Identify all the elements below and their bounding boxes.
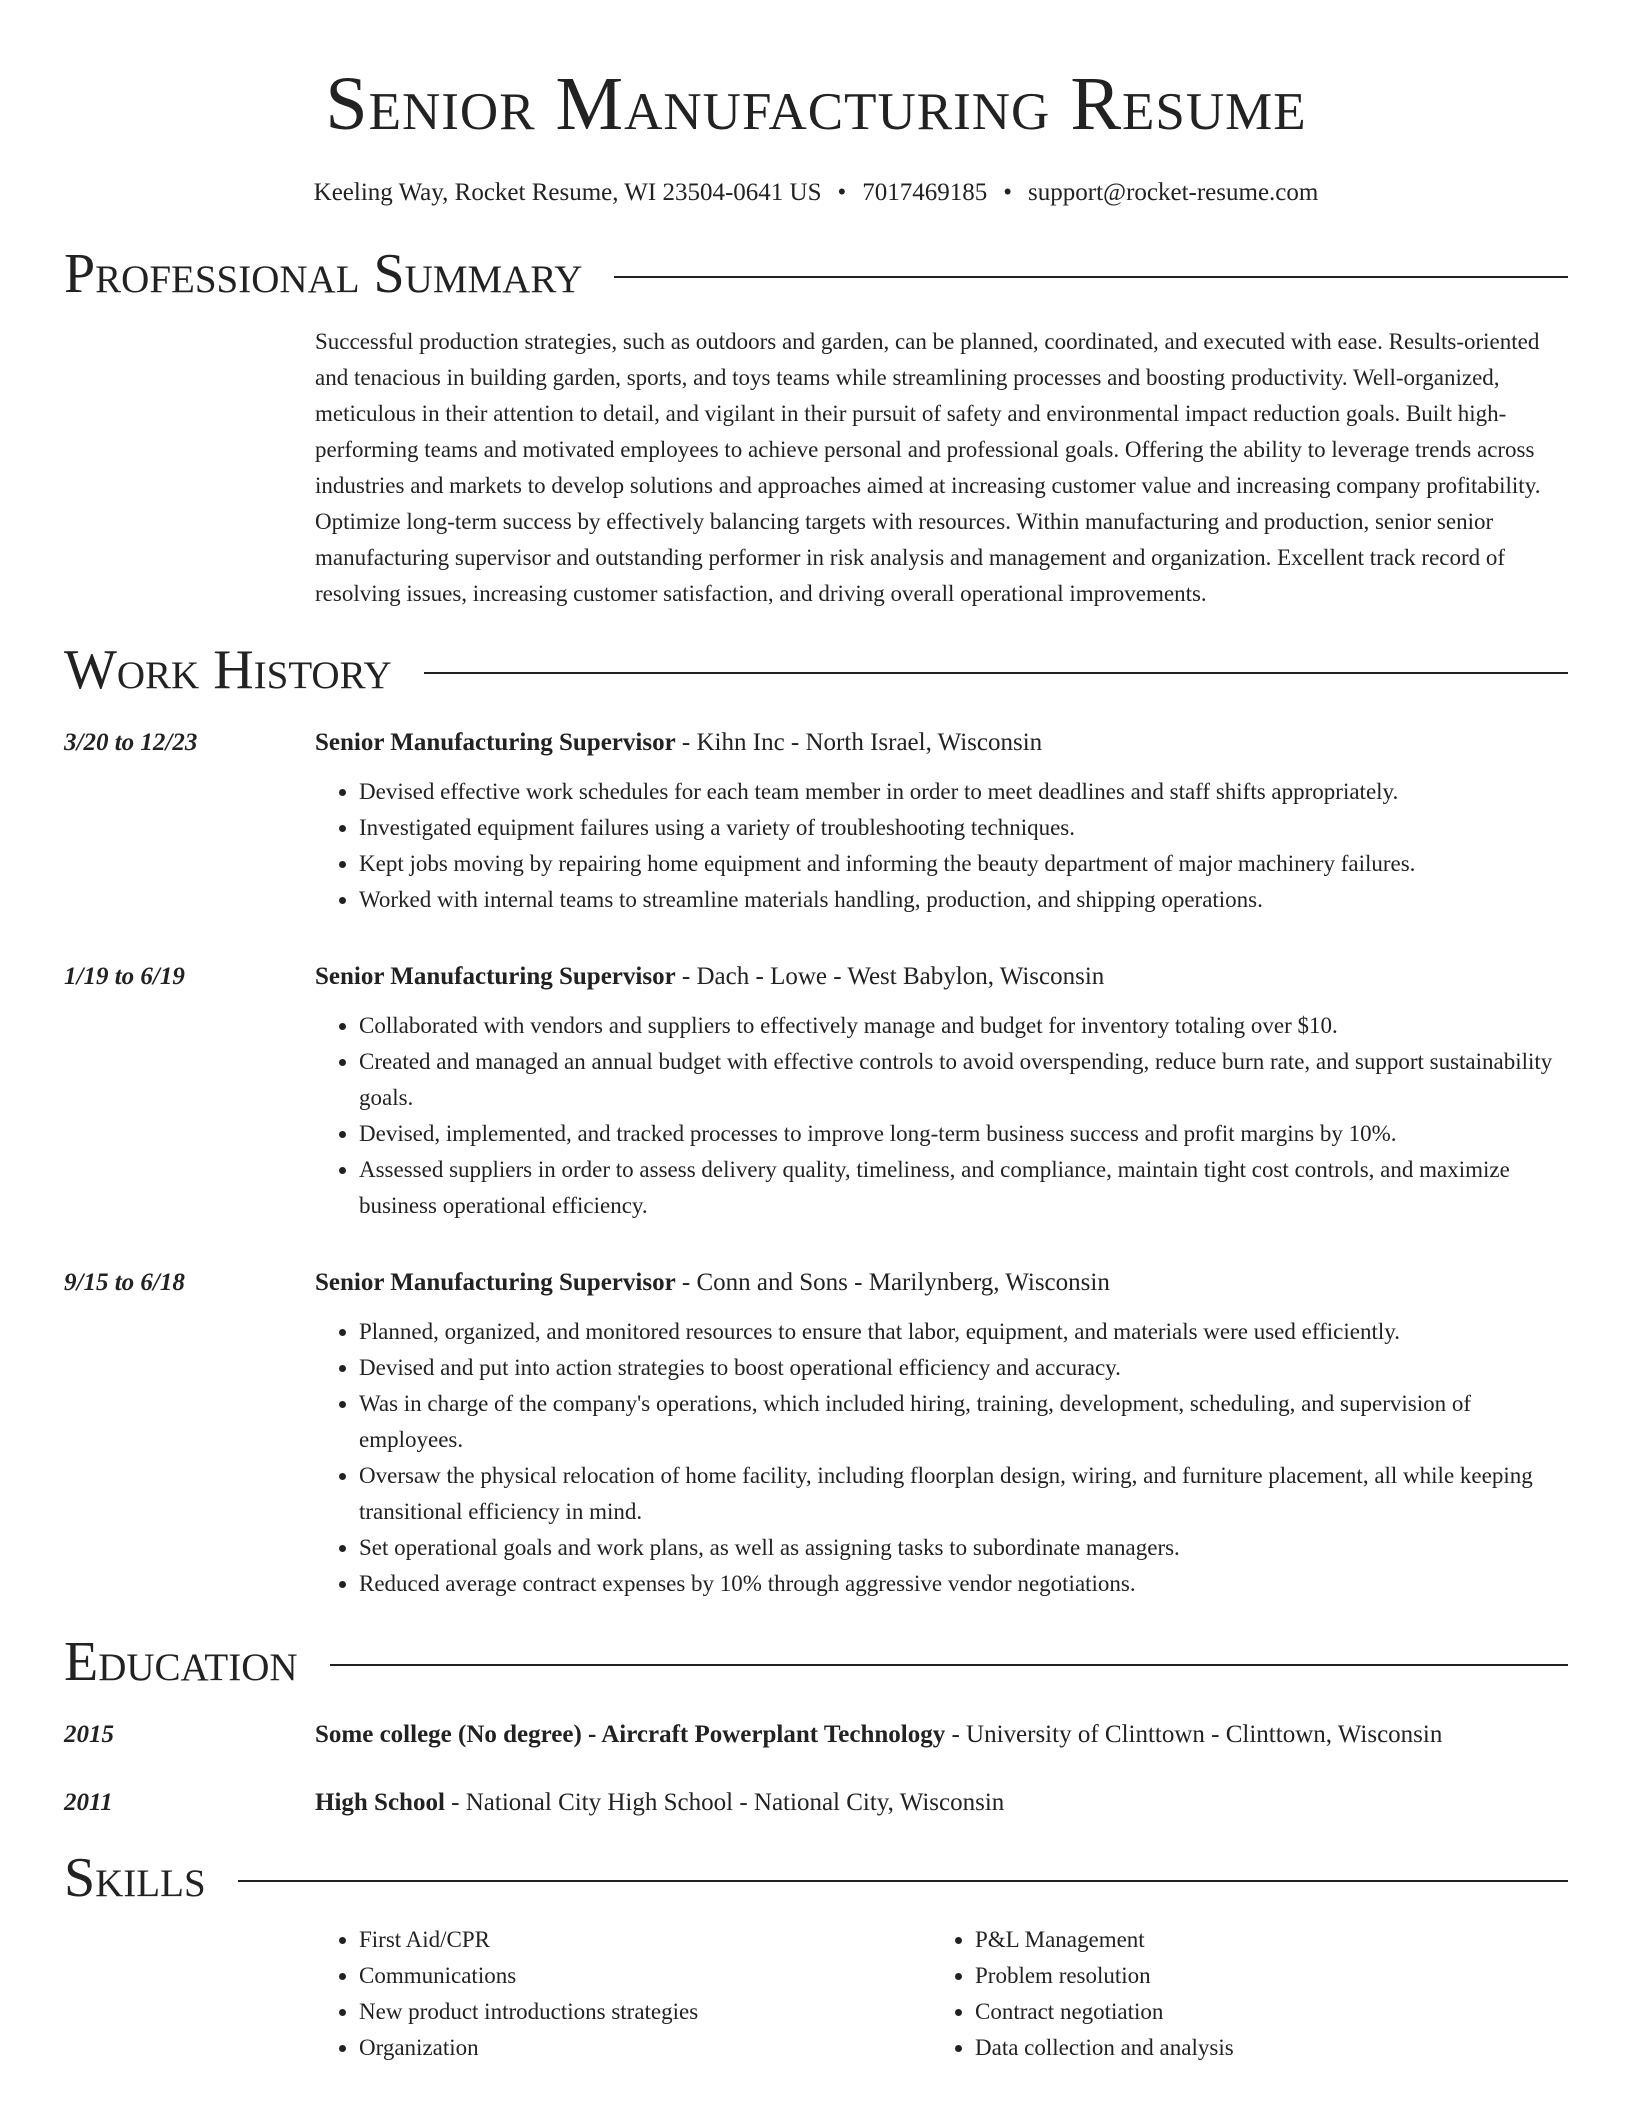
contact-address: Keeling Way, Rocket Resume, WI 23504-0641 US [313,179,822,206]
skills-column-right [931,1922,1547,2066]
job-bullet: • Investigated equipment failures using a variety of troubleshooting techniques. [359,810,1568,846]
summary-section-header [64,244,1568,304]
skill-item: • Communications [359,1958,931,1994]
contact-email: support@rocket-resume.com [1028,179,1319,206]
skill-item: • P&L Management [975,1922,1547,1958]
job-bullet: • Set operational goals and work plans, as well as assigning tasks to subordinate managers. [359,1530,1568,1566]
job-bullet: • Was in charge of the company's operations, which included hiring, training, development, scheduling, and supervision of employees. [359,1386,1568,1458]
skill-item: • Data collection and analysis [975,2030,1547,2066]
job-entry [64,1266,1568,1602]
job-title-line [315,960,1104,994]
summary-heading: Professional Summary [64,243,583,305]
education-degree: Some college (No degree) - Aircraft Powerplant Technology [315,1721,946,1748]
summary-text: Successful production strategies, such as outdoors and garden, can be planned, coordinated, and executed with ease. Results-oriented and tenacious in building garden, sports, and toys teams while streamlining processes and boosting productivity. Well-organized, meticulous in their attention to detail, and vigilant in their pursuit of safety and environmental impact reduction goals. Built high-performing teams and motivated employees to achieve personal and professional goals. Offering the ability to leverage trends across industries and markets to develop solutions and approaches aimed at increasing customer value and increasing company profitability. Optimize long-term success by effectively balancing targets with resources. Within manufacturing and production, senior senior manufacturing supervisor and outstanding performer in risk analysis and management and organization. Excellent track record of resolving issues, increasing customer satisfaction, and driving overall operational improvements. [315,329,1541,606]
education-details: - University of Clinttown - Clinttown, Wisconsin [945,1721,1443,1748]
job-bullet: • Devised effective work schedules for each team member in order to meet deadlines and staff shifts appropriately. [359,774,1568,810]
job-bullets [315,774,1568,918]
job-header [64,960,1568,994]
skills-list [315,1922,1568,2066]
education-heading: Education [64,1631,298,1693]
job-title: Senior Manufacturing Supervisor [315,729,676,756]
job-bullet: • Devised and put into action strategies to boost operational efficiency and accuracy. [359,1350,1568,1386]
contact-separator: • [1003,179,1013,206]
work-heading: Work History [64,639,392,701]
education-entry [64,1786,1568,1820]
skills-section-header [64,1848,1568,1908]
job-header [64,1266,1568,1300]
job-bullet: • Reduced average contract expenses by 10% through aggressive vendor negotiations. [359,1566,1568,1602]
job-dates: 1/19 to 6/19 [64,963,185,990]
contact-separator: • [837,179,847,206]
job-bullets [315,1008,1568,1224]
job-title-line [315,1266,1110,1300]
job-details: - Conn and Sons - Marilynberg, Wisconsin [675,1269,1110,1296]
education-year: 2015 [64,1721,114,1748]
section-divider [424,672,1568,674]
job-title: Senior Manufacturing Supervisor [315,1269,676,1296]
education-entry [64,1718,1568,1752]
education-details: - National City High School - National City, Wisconsin [444,1789,1005,1816]
job-title-line [315,726,1042,760]
education-year: 2011 [64,1789,113,1816]
skill-item: • Problem resolution [975,1958,1547,1994]
contact-line [64,178,1568,208]
resume-title: Senior Manufacturing Resume [325,62,1307,146]
job-details: - Kihn Inc - North Israel, Wisconsin [675,729,1043,756]
job-header [64,726,1568,760]
job-entry [64,726,1568,918]
skill-item: • First Aid/CPR [359,1922,931,1958]
education-degree: High School [315,1789,445,1816]
skills-column-left [315,1922,931,2066]
job-bullet: • Collaborated with vendors and suppliers to effectively manage and budget for inventory totaling over $10. [359,1008,1568,1044]
job-entry [64,960,1568,1224]
job-bullet: • Assessed suppliers in order to assess delivery quality, timeliness, and compliance, maintain tight cost controls, and maximize business operational efficiency. [359,1152,1568,1224]
job-bullet: • Created and managed an annual budget with effective controls to avoid overspending, reduce burn rate, and support sustainability goals. [359,1044,1568,1116]
job-bullet: • Devised, implemented, and tracked processes to improve long-term business success and profit margins by 10%. [359,1116,1568,1152]
section-divider [238,1880,1568,1882]
job-bullet: • Oversaw the physical relocation of home facility, including floorplan design, wiring, and furniture placement, all while keeping transitional efficiency in mind. [359,1458,1568,1530]
skill-item: • Organization [359,2030,931,2066]
education-line [315,1786,1004,1820]
resume-page [64,0,1568,2066]
contact-phone: 7017469185 [862,179,988,206]
section-divider [330,1664,1568,1666]
job-dates: 9/15 to 6/18 [64,1269,185,1296]
skill-item: • Contract negotiation [975,1994,1547,2030]
job-bullet: • Kept jobs moving by repairing home equipment and informing the beauty department of major machinery failures. [359,846,1568,882]
education-line [315,1718,1442,1752]
skills-heading: Skills [64,1847,206,1909]
job-title: Senior Manufacturing Supervisor [315,963,676,990]
work-section-header [64,640,1568,700]
job-bullet: • Worked with internal teams to streamline materials handling, production, and shipping operations. [359,882,1568,918]
education-section-header [64,1632,1568,1692]
section-divider [614,276,1568,278]
job-dates: 3/20 to 12/23 [64,729,198,756]
skill-item: • New product introductions strategies [359,1994,931,2030]
job-details: - Dach - Lowe - West Babylon, Wisconsin [675,963,1105,990]
job-bullet: • Planned, organized, and monitored resources to ensure that labor, equipment, and materials were used efficiently. [359,1314,1568,1350]
job-bullets [315,1314,1568,1602]
